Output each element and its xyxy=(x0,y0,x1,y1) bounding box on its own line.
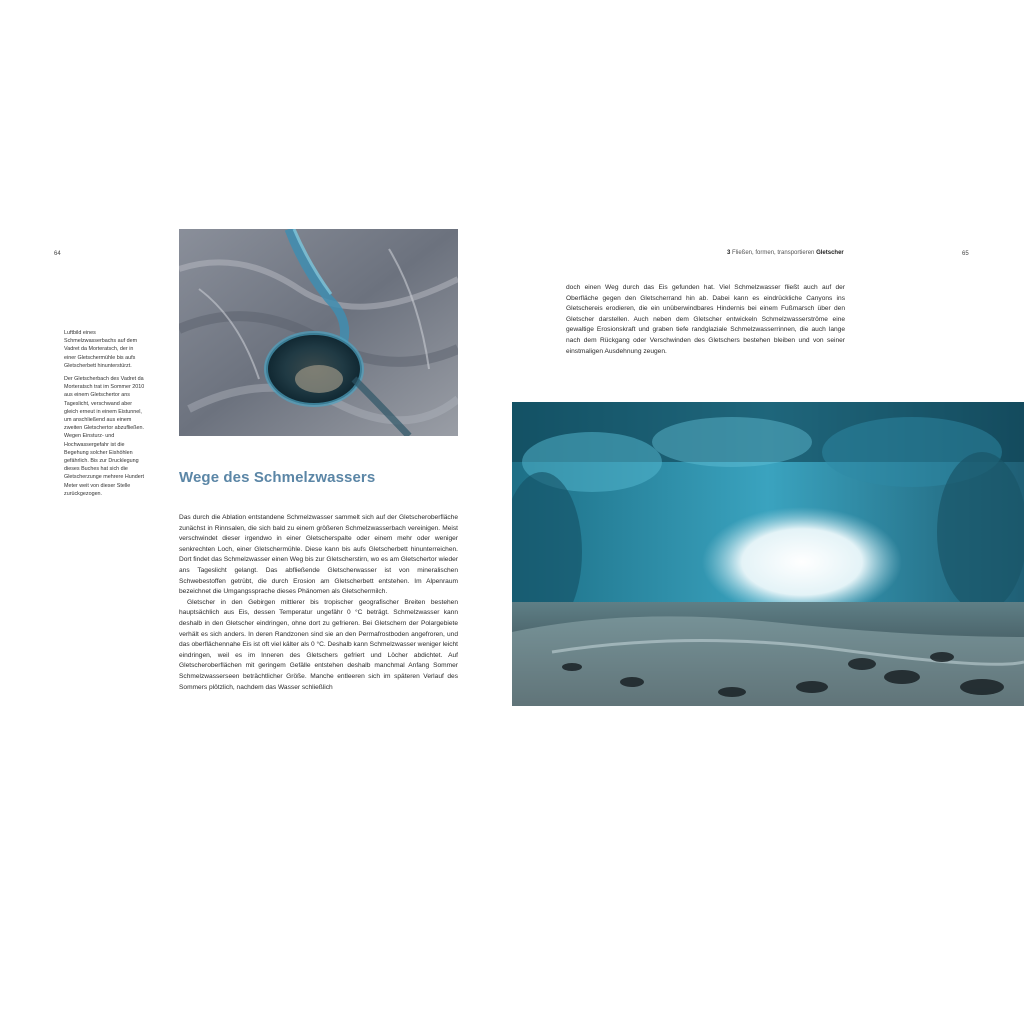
body-paragraph: doch einen Weg durch das Eis gefunden hat. Viel Schmelzwasser fließt auch auf der Oberfläche gegen den Gletscherrand hin ab. Dabei kann es eindrückliche Canyons ins Gletschereis erodieren, die ein unüberwindbares Hindernis bei einem Fußmarsch über den Gletscher darstellen. Auch neben dem Gletscher entwickeln Schmelzwasserströme eine gewaltige Erosionskraft und graben tiefe randglaziale Schmelzwasserrinnen, die auch lange nach dem Rückgang oder Verschwinden des Gletschers bestehen bleiben und von seiner einstmaligen Ausdehnung zeugen. xyxy=(566,284,845,355)
caption-aerial: Luftbild eines Schmelzwasserbachs auf dem Vadret da Morteratsch, der in einer Gletschermühle bis aufs Gletscherbett hinunterstürzt. xyxy=(64,330,138,369)
running-head-topic: Gletscher xyxy=(816,250,844,256)
page-number-right: 65 xyxy=(962,251,969,257)
photo-captions xyxy=(64,329,146,503)
body-paragraph: Gletscher in den Gebirgen mittlerer bis tropischer geografischer Breiten bestehen hauptsächlich aus Eis, dessen Temperatur ungefähr 0 °C beträgt. Schmelzwasser kann deshalb in den Gletscher eindringen, ohne dort zu gefrieren. Bei Gletschern der Polargebiete verhält es sich anders. In deren Randzonen sind sie an den Permafrostboden angefroren, und das oberflächennahe Eis ist oft viel kälter als 0 °C. Deshalb kann Schmelzwasser weniger leicht eindringen, weil es im Inneren des Gletschers gefriert und Löcher abdichtet. Auf Gletscheroberflächen mit geringem Gefälle entstehen deshalb manchmal Anfang Sommer Schmelzwasserseen beträchtlicher Größe. Manche entleeren sich im späteren Verlauf des Sommers plötzlich, nachdem das Wasser schließlich xyxy=(179,598,458,691)
ice-cave-photo xyxy=(512,402,1024,706)
page-number-left: 64 xyxy=(54,251,61,257)
chapter-number: 3 xyxy=(727,250,731,256)
aerial-photo-glacier-mill xyxy=(179,229,458,436)
body-text-right xyxy=(566,283,845,357)
running-head-section: Fließen, formen, transportieren xyxy=(732,250,815,256)
section-heading: Wege des Schmelzwassers xyxy=(179,469,376,486)
body-text-left xyxy=(179,513,458,693)
caption-glacier-tunnel: Der Gletscherbach des Vadret da Morteratsch trat im Sommer 2010 aus einem Gletschertor ans Tageslicht, verschwand aber gleich erneut in einem Eistunnel, um anschließend aus einem zweiten Gletschertor abzufließen. Wegen Einsturz- und Hochwassergefahr ist die Begehung solcher Eishöhlen gefährlich. Bis zur Drucklegung dieses Buches hat sich die Gletscherzunge mehrere Hundert Meter weit von dieser Stelle zurückgezogen. xyxy=(64,376,145,497)
running-head xyxy=(727,250,844,256)
body-paragraph: Das durch die Ablation entstandene Schmelzwasser sammelt sich auf der Gletscheroberfläche zunächst in Rinnsalen, die sich bald zu einem größeren Schmelzwasserbach vereinigen. Meist verschwindet dieser irgendwo in einer Gletscherspalte oder einem mehr oder weniger senkrechten Loch, einer Gletschermühle. Diese kann bis aufs Gletscherbett hinunterreichen. Dort findet das Schmelzwasser einen Weg bis zur Gletscherstirn, wo es am Gletschertor wieder ans Tageslicht gelangt. Das abfließende Gletscherwasser ist von mineralischen Schwebestoffen getrübt, die durch Erosion am Gletscherbett entstehen. Im Alpenraum bezeichnet die Umgangssprache dieses Phänomen als Gletschermilch. xyxy=(179,514,458,596)
